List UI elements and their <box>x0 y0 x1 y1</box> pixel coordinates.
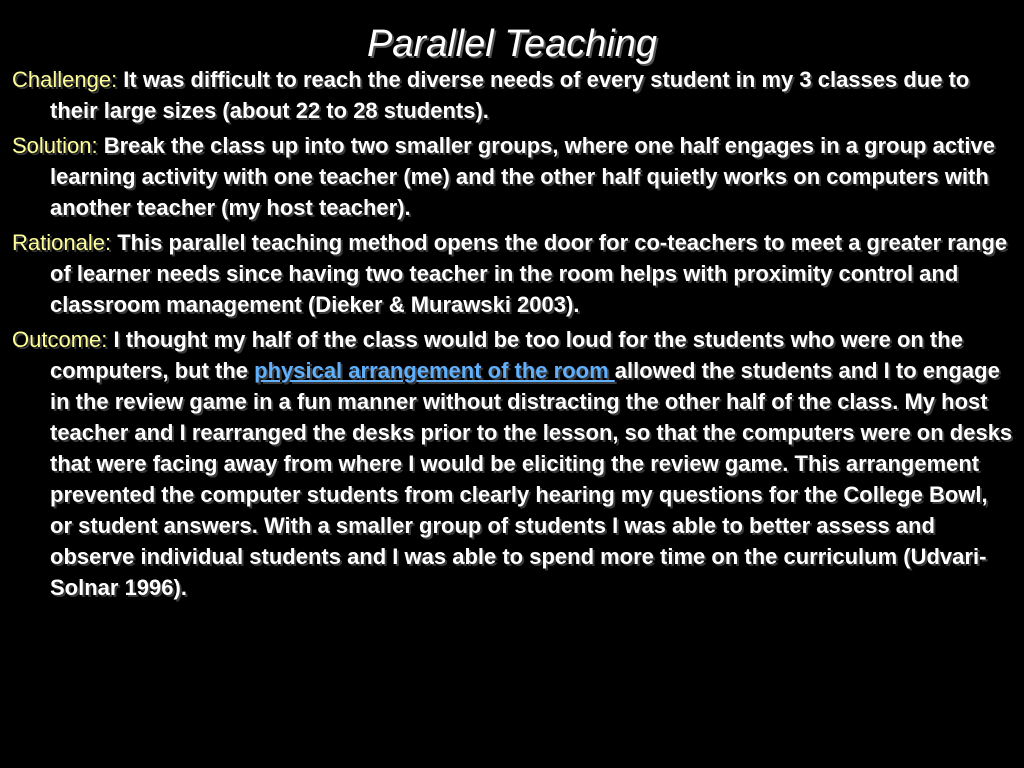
challenge-label: Challenge: <box>12 67 118 92</box>
rationale-text: This parallel teaching method opens the door for co-teachers to meet a greater range of learner needs since having two teacher in the room helps with proximity control and classroom management (Dieker & Murawski 2003). <box>50 230 1008 317</box>
outcome-paragraph <box>12 324 1014 603</box>
solution-text: Break the class up into two smaller groups, where one half engages in a group active learning activity with one teacher (me) and the other half quietly works on computers with another teacher (my host teacher). <box>50 133 995 220</box>
slide-content <box>12 64 1014 607</box>
outcome-text-before: I thought my half of the class would be too loud for the students who were on the computers, but the <box>50 327 963 383</box>
rationale-paragraph <box>12 227 1014 320</box>
challenge-paragraph <box>12 64 1014 126</box>
rationale-label: Rationale: <box>12 230 112 255</box>
physical-arrangement-link[interactable]: physical arrangement of the room <box>254 358 615 383</box>
challenge-text: It was difficult to reach the diverse needs of every student in my 3 classes due to their large sizes (about 22 to 28 students). <box>50 67 970 123</box>
solution-paragraph <box>12 130 1014 223</box>
outcome-text-after: allowed the students and I to engage in the review game in a fun manner without distracting the other half of the class. My host teacher and I rearranged the desks prior to the lesson, so that the computers were on desks that were facing away from where I would be eliciting the review game. This arrangement prevented the computer students from clearly hearing my questions for the College Bowl, or student answers. With a smaller group of students I was able to better assess and observe individual students and I was able to spend more time on the curriculum (Udvari-Solnar 1996). <box>50 358 1013 600</box>
outcome-label: Outcome: <box>12 327 108 352</box>
slide-title: Parallel Teaching <box>366 23 658 65</box>
solution-label: Solution: <box>12 133 98 158</box>
